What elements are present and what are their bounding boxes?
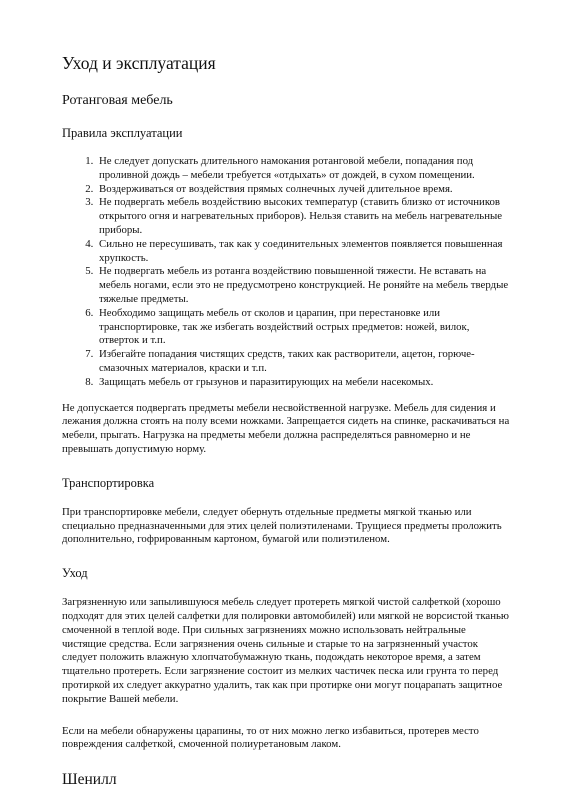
care-paragraph-1: Загрязненную или запылившуюся мебель следует протереть мягкой чистой салфеткой (хорошо подходят для этих целей салфетки для полировки автомобилей) или мягкой не ворсистой тканью смоченной в теплой воде. При сильных загрязнениях можно использовать нейтральные чистящие средства. Если загрязнения очень сильные и старые то на загрязненный участок следует положить влажную хлопчатобумажную ткань, подождать некоторое время, а затем тщательно протереть. Если загрязнение состоит из мелких частичек песка или грунта то перед протиркой их следует аккуратно удалить, так как при протирке они могут поцарапать защитное покрытие Вашей мебели. (62, 596, 509, 705)
load-paragraph: Не допускается подвергать предметы мебели несвойственной нагрузке. Мебель для сидения и лежания должна стоять на полу всеми ножками. Запрещается сидеть на спинке, раскачиваться на мебели, прыгать. Нагрузка на предметы мебели должна распределяться равномерно и не превышать допустимую норму. (62, 401, 510, 455)
section-heading-rattan: Ротанговая мебель (62, 93, 173, 108)
list-item: 3. Не подвергать мебель воздействию высоких температур (ставить близко от источников открытого огня и нагревательных приборов). Нельзя ставить на мебель нагревательные приборы. (96, 196, 510, 237)
list-item: 4. Сильно не пересушивать, так как у соединительных элементов появляется повышенная хрупкость. (96, 238, 510, 266)
page-title: Уход и эксплуатация (62, 53, 216, 73)
list-item: 2. Воздерживаться от воздействия прямых солнечных лучей длительное время. (96, 183, 510, 197)
list-item: 7. Избегайте попадания чистящих средств, таких как растворители, ацетон, горюче-смазочных материалов, краски и т.п. (96, 348, 510, 376)
transport-paragraph: При транспортировке мебели, следует обернуть отдельные предметы мягкой тканью или специально предназначенными для этих целей полиэтиленами. Трущиеся предметы проложить дополнительно, гофрированным картоном, бумагой или полиэтиленом. (62, 505, 502, 546)
list-item: 1. Не следует допускать длительного намокания ротанговой мебели, попадания под проливной дождь – мебели требуется «отдыхать» от дождей, в сухом помещении. (96, 155, 510, 183)
list-item: 6. Необходимо защищать мебель от сколов и царапин, при перестановке или транспортировке, так же избегать воздействий острых предметов: ножей, вилок, отверток и т.п. (96, 307, 510, 348)
subheading-rules: Правила эксплуатации (62, 126, 183, 140)
list-item: 5. Не подвергать мебель из ротанга воздействию повышенной тяжести. Не вставать на мебель ногами, если это не предусмотрено конструкцией. Не роняйте на мебель твердые тяжелые предметы. (96, 265, 510, 306)
section-heading-transport: Транспортировка (62, 475, 155, 490)
section-heading-chenille: Шенилл (62, 771, 117, 789)
list-item: 8. Защищать мебель от грызунов и паразитирующих на мебели насекомых. (96, 376, 510, 390)
rules-list (62, 155, 510, 390)
section-heading-care: Уход (62, 566, 88, 581)
care-paragraph-2: Если на мебели обнаружены царапины, то от них можно легко избавиться, протерев место повреждения салфеткой, смоченной полиуретановым лаком. (62, 724, 479, 751)
